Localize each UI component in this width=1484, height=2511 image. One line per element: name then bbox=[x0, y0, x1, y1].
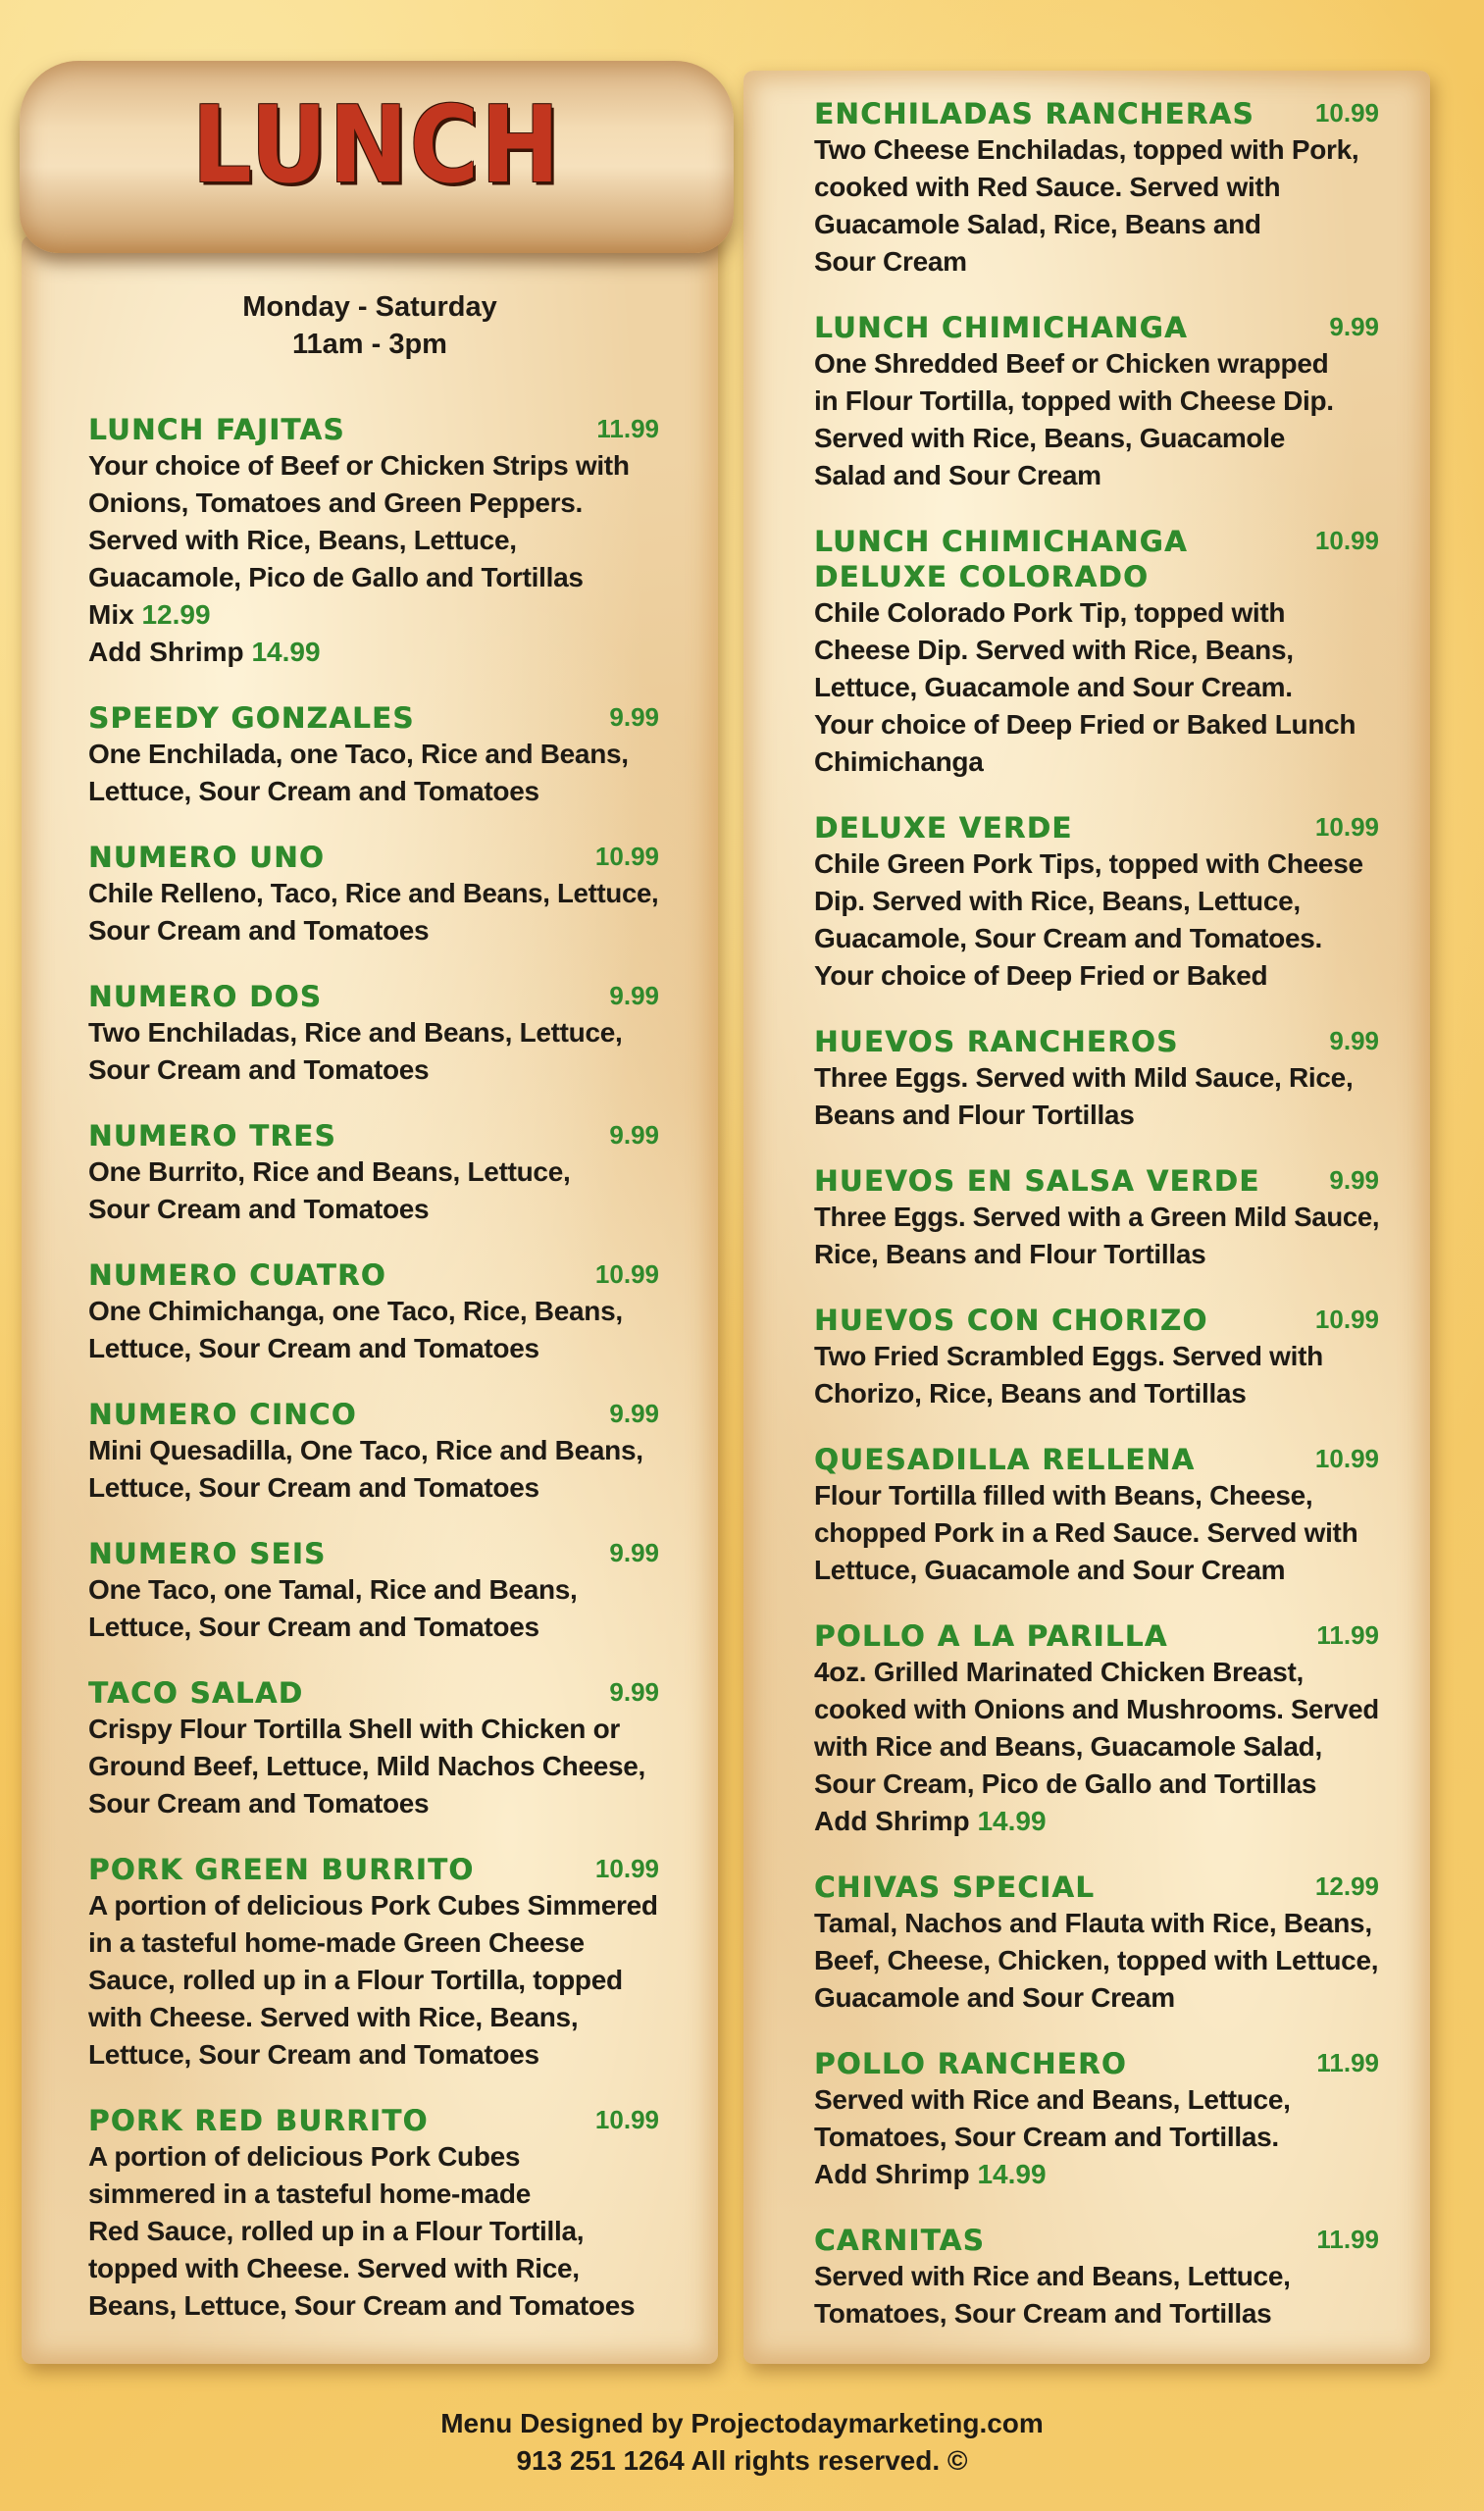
description-line: topped with Cheese. Served with Rice, bbox=[88, 2253, 580, 2283]
hours-days: Monday - Saturday bbox=[242, 291, 497, 323]
description-line: Chile Relleno, Taco, Rice and Beans, Lettuce, bbox=[88, 878, 659, 908]
description-line: Lettuce, Sour Cream and Tomatoes bbox=[88, 1333, 539, 1363]
menu-item-price: 9.99 bbox=[609, 702, 659, 732]
menu-item bbox=[814, 810, 1379, 995]
menu-item-description bbox=[88, 447, 659, 671]
menu-item-option bbox=[814, 2156, 1379, 2193]
description-line: Sour Cream and Tomatoes bbox=[88, 1054, 430, 1085]
menu-item-price: 9.99 bbox=[609, 1538, 659, 1567]
menu-item-description bbox=[814, 131, 1379, 281]
description-line: Rice, Beans and Flour Tortillas bbox=[814, 1239, 1206, 1269]
description-line: Served with Rice, Beans, Guacamole bbox=[814, 423, 1285, 453]
description-line: Guacamole, Pico de Gallo and Tortillas bbox=[88, 562, 584, 592]
option-label: Add Shrimp bbox=[88, 637, 244, 667]
option-price: 12.99 bbox=[141, 599, 211, 630]
description-line: Lettuce, Sour Cream and Tomatoes bbox=[88, 1472, 539, 1503]
menu-item-description bbox=[88, 1293, 659, 1367]
description-line: Chimichanga bbox=[814, 746, 984, 777]
description-line: Lettuce, Sour Cream and Tomatoes bbox=[88, 2039, 539, 2070]
description-line: One Taco, one Tamal, Rice and Beans, bbox=[88, 1574, 578, 1605]
hours-block bbox=[22, 288, 718, 363]
description-line: A portion of delicious Pork Cubes bbox=[88, 2141, 521, 2172]
menu-item bbox=[88, 979, 659, 1089]
menu-item bbox=[88, 1852, 659, 2074]
menu-item-option bbox=[88, 596, 659, 634]
menu-item-option bbox=[88, 634, 659, 671]
menu-item-name: NUMERO CINCO bbox=[88, 1398, 357, 1431]
menu-item-description bbox=[814, 345, 1379, 494]
menu-item-description bbox=[814, 1477, 1379, 1589]
page-title: LUNCH bbox=[191, 83, 562, 207]
menu-item-name: HUEVOS EN SALSA VERDE bbox=[814, 1164, 1260, 1198]
description-line: 4oz. Grilled Marinated Chicken Breast, bbox=[814, 1657, 1304, 1687]
menu-item-name: NUMERO TRES bbox=[88, 1119, 336, 1153]
menu-item-price: 10.99 bbox=[1314, 1305, 1379, 1334]
description-line: Guacamole and Sour Cream bbox=[814, 1982, 1175, 2013]
description-line: Red Sauce, rolled up in a Flour Tortilla, bbox=[88, 2216, 585, 2246]
menu-item-name: HUEVOS RANCHEROS bbox=[814, 1025, 1179, 1058]
menu-item-name: PORK RED BURRITO bbox=[88, 2104, 429, 2137]
menu-item-name: TACO SALAD bbox=[88, 1676, 304, 1710]
menu-item-description bbox=[814, 846, 1379, 995]
menu-item-price: 10.99 bbox=[1314, 526, 1379, 555]
option-price: 14.99 bbox=[977, 1806, 1047, 1836]
menu-item-name: DELUXE VERDE bbox=[814, 811, 1073, 845]
menu-item bbox=[814, 1442, 1379, 1589]
description-line: Three Eggs. Served with Mild Sauce, Rice, bbox=[814, 1062, 1354, 1093]
description-line: Beef, Cheese, Chicken, topped with Lettuce, bbox=[814, 1945, 1379, 1975]
description-line: Sour Cream and Tomatoes bbox=[88, 1788, 430, 1819]
menu-item-description bbox=[88, 1571, 659, 1646]
menu-item-name: HUEVOS CON CHORIZO bbox=[814, 1304, 1208, 1337]
description-line: Ground Beef, Lettuce, Mild Nachos Cheese, bbox=[88, 1751, 646, 1781]
menu-item bbox=[814, 1618, 1379, 1840]
description-line: with Rice and Beans, Guacamole Salad, bbox=[814, 1731, 1322, 1762]
menu-item bbox=[88, 1675, 659, 1822]
menu-item-price: 12.99 bbox=[1314, 1871, 1379, 1901]
menu-item bbox=[88, 1118, 659, 1228]
description-line: A portion of delicious Pork Cubes Simmered bbox=[88, 1890, 658, 1921]
description-line: Onions, Tomatoes and Green Peppers. bbox=[88, 487, 583, 518]
description-line: Sour Cream, Pico de Gallo and Tortillas bbox=[814, 1768, 1317, 1799]
menu-item bbox=[88, 840, 659, 949]
menu-item-price: 9.99 bbox=[609, 981, 659, 1010]
description-line: cooked with Red Sauce. Served with bbox=[814, 172, 1281, 202]
menu-item-name: CARNITAS bbox=[814, 2224, 985, 2257]
description-line: Flour Tortilla filled with Beans, Cheese, bbox=[814, 1480, 1313, 1511]
menu-item bbox=[88, 412, 659, 671]
menu-item-price: 9.99 bbox=[1329, 312, 1379, 341]
description-line: Lettuce, Sour Cream and Tomatoes bbox=[88, 1612, 539, 1642]
description-line: Two Enchiladas, Rice and Beans, Lettuce, bbox=[88, 1017, 623, 1048]
menu-item-price: 11.99 bbox=[1316, 1620, 1379, 1650]
description-line: Lettuce, Guacamole and Sour Cream bbox=[814, 1555, 1286, 1585]
description-line: Three Eggs. Served with a Green Mild Sauce, bbox=[814, 1202, 1380, 1232]
menu-item bbox=[814, 1870, 1379, 2017]
menu-item bbox=[814, 310, 1379, 494]
menu-item-description bbox=[814, 1654, 1379, 1840]
description-line: Lettuce, Guacamole and Sour Cream. bbox=[814, 672, 1293, 702]
menu-item-description bbox=[88, 2138, 659, 2325]
description-line: Served with Rice and Beans, Lettuce, bbox=[814, 2261, 1291, 2291]
menu-item bbox=[814, 1024, 1379, 1134]
menu-item-description bbox=[88, 875, 659, 949]
description-line: Two Fried Scrambled Eggs. Served with bbox=[814, 1341, 1323, 1371]
description-line: One Chimichanga, one Taco, Rice, Beans, bbox=[88, 1296, 623, 1326]
description-line: cooked with Onions and Mushrooms. Served bbox=[814, 1694, 1379, 1724]
menu-item-price: 10.99 bbox=[594, 1259, 659, 1289]
menu-item-description bbox=[814, 1905, 1379, 2017]
menu-item-description bbox=[814, 1059, 1379, 1134]
menu-item-price: 9.99 bbox=[1329, 1165, 1379, 1195]
hours-time: 11am - 3pm bbox=[292, 329, 447, 360]
description-line: Beans, Lettuce, Sour Cream and Tomatoes bbox=[88, 2290, 636, 2321]
option-price: 14.99 bbox=[977, 2159, 1047, 2189]
menu-item-name: ENCHILADAS RANCHERAS bbox=[814, 97, 1254, 130]
footer-credit: Menu Designed by Projectodaymarketing.com bbox=[440, 2408, 1044, 2438]
description-line: Guacamole, Sour Cream and Tomatoes. bbox=[814, 923, 1323, 953]
menu-item-name: SPEEDY GONZALES bbox=[88, 701, 415, 735]
menu-item-name: NUMERO DOS bbox=[88, 980, 323, 1013]
description-line: Lettuce, Sour Cream and Tomatoes bbox=[88, 776, 539, 806]
description-line: with Cheese. Served with Rice, Beans, bbox=[88, 2002, 579, 2032]
description-line: Served with Rice, Beans, Lettuce, bbox=[88, 525, 517, 555]
description-line: Two Cheese Enchiladas, topped with Pork, bbox=[814, 134, 1359, 165]
menu-item-price: 10.99 bbox=[594, 1854, 659, 1883]
description-line: Guacamole Salad, Rice, Beans and bbox=[814, 209, 1261, 239]
menu-item bbox=[88, 1397, 659, 1507]
option-price: 14.99 bbox=[251, 637, 321, 667]
menu-item-name: NUMERO UNO bbox=[88, 841, 326, 874]
menu-item-description bbox=[88, 1711, 659, 1822]
option-label: Add Shrimp bbox=[814, 1806, 970, 1836]
menu-item bbox=[88, 700, 659, 810]
description-line: chopped Pork in a Red Sauce. Served with bbox=[814, 1517, 1358, 1548]
menu-item-description bbox=[814, 1338, 1379, 1412]
menu-item-name: POLLO A LA PARILLA bbox=[814, 1619, 1168, 1653]
menu-item-price: 10.99 bbox=[1314, 98, 1379, 128]
description-line: Chile Green Pork Tips, topped with Cheese bbox=[814, 848, 1363, 879]
description-line: One Shredded Beef or Chicken wrapped bbox=[814, 348, 1329, 379]
menu-item bbox=[88, 1536, 659, 1646]
menu-item-price: 10.99 bbox=[594, 842, 659, 871]
menu-item-price: 9.99 bbox=[609, 1677, 659, 1707]
menu-item-price: 9.99 bbox=[609, 1120, 659, 1150]
menu-item-description bbox=[88, 1014, 659, 1089]
description-line: Sour Cream and Tomatoes bbox=[88, 915, 430, 946]
menu-item-name: PORK GREEN BURRITO bbox=[88, 1853, 475, 1886]
menu-item-price: 11.99 bbox=[1316, 2225, 1379, 2254]
menu-item bbox=[814, 2046, 1379, 2193]
description-line: Mini Quesadilla, One Taco, Rice and Beans, bbox=[88, 1435, 643, 1465]
menu-item-description bbox=[88, 1153, 659, 1228]
footer-contact: 913 251 1264 All rights reserved. © bbox=[516, 2445, 968, 2476]
menu-item bbox=[88, 2103, 659, 2325]
menu-item-name: NUMERO SEIS bbox=[88, 1537, 327, 1570]
menu-item bbox=[814, 2223, 1379, 2332]
menu-item-price: 11.99 bbox=[1316, 2048, 1379, 2077]
option-label: Mix bbox=[88, 599, 134, 630]
menu-item-name: LUNCH CHIMICHANGA DELUXE COLORADO bbox=[814, 525, 1188, 593]
description-line: Tomatoes, Sour Cream and Tortillas bbox=[814, 2298, 1272, 2329]
menu-item-option bbox=[814, 1803, 1379, 1840]
menu-item-price: 11.99 bbox=[596, 414, 659, 443]
menu-item-description bbox=[88, 736, 659, 810]
description-line: Cheese Dip. Served with Rice, Beans, bbox=[814, 635, 1294, 665]
menu-item-price: 10.99 bbox=[1314, 812, 1379, 842]
description-line: in Flour Tortilla, topped with Cheese Dip. bbox=[814, 385, 1334, 416]
menu-item-description bbox=[814, 594, 1379, 781]
menu-item-price: 9.99 bbox=[1329, 1026, 1379, 1055]
menu-item-price: 10.99 bbox=[1314, 1444, 1379, 1473]
menu-item bbox=[814, 1303, 1379, 1412]
menu-item-name: LUNCH CHIMICHANGA bbox=[814, 311, 1188, 344]
description-line: Salad and Sour Cream bbox=[814, 460, 1101, 490]
description-line: One Burrito, Rice and Beans, Lettuce, bbox=[88, 1156, 571, 1187]
menu-item-name: QUESADILLA RELLENA bbox=[814, 1443, 1196, 1476]
menu-item-price: 10.99 bbox=[594, 2105, 659, 2134]
description-line: Beans and Flour Tortillas bbox=[814, 1100, 1135, 1130]
menu-item-description bbox=[814, 2258, 1379, 2332]
description-line: Your choice of Deep Fried or Baked Lunch bbox=[814, 709, 1356, 740]
menu-item-name: CHIVAS SPECIAL bbox=[814, 1870, 1096, 1904]
description-line: Sour Cream bbox=[814, 246, 967, 277]
right-menu-column bbox=[814, 96, 1379, 2362]
description-line: Sour Cream and Tomatoes bbox=[88, 1194, 430, 1224]
description-line: Served with Rice and Beans, Lettuce, bbox=[814, 2084, 1291, 2115]
menu-item-description bbox=[88, 1887, 659, 2074]
description-line: in a tasteful home-made Green Cheese bbox=[88, 1927, 585, 1958]
option-label: Add Shrimp bbox=[814, 2159, 970, 2189]
left-menu-column bbox=[88, 412, 659, 2354]
menu-item bbox=[814, 96, 1379, 281]
description-line: Chorizo, Rice, Beans and Tortillas bbox=[814, 1378, 1247, 1409]
menu-item-name: LUNCH FAJITAS bbox=[88, 413, 345, 446]
menu-item-name: NUMERO CUATRO bbox=[88, 1258, 386, 1292]
menu-item bbox=[814, 524, 1379, 781]
menu-item-description bbox=[814, 2081, 1379, 2193]
description-line: Your choice of Beef or Chicken Strips with bbox=[88, 450, 630, 481]
description-line: Tamal, Nachos and Flauta with Rice, Beans, bbox=[814, 1908, 1372, 1938]
footer bbox=[0, 2405, 1484, 2480]
description-line: Chile Colorado Pork Tip, topped with bbox=[814, 597, 1286, 628]
description-line: Tomatoes, Sour Cream and Tortillas. bbox=[814, 2122, 1279, 2152]
menu-item-name: POLLO RANCHERO bbox=[814, 2047, 1127, 2080]
menu-item-description bbox=[88, 1432, 659, 1507]
description-line: Your choice of Deep Fried or Baked bbox=[814, 960, 1268, 991]
description-line: Dip. Served with Rice, Beans, Lettuce, bbox=[814, 886, 1301, 916]
description-line: simmered in a tasteful home-made bbox=[88, 2178, 531, 2209]
menu-item bbox=[88, 1257, 659, 1367]
description-line: Sauce, rolled up in a Flour Tortilla, topped bbox=[88, 1965, 623, 1995]
menu-item bbox=[814, 1163, 1379, 1273]
menu-item-price: 9.99 bbox=[609, 1399, 659, 1428]
menu-item-description bbox=[814, 1199, 1379, 1273]
description-line: Crispy Flour Tortilla Shell with Chicken or bbox=[88, 1714, 620, 1744]
description-line: One Enchilada, one Taco, Rice and Beans, bbox=[88, 739, 629, 769]
